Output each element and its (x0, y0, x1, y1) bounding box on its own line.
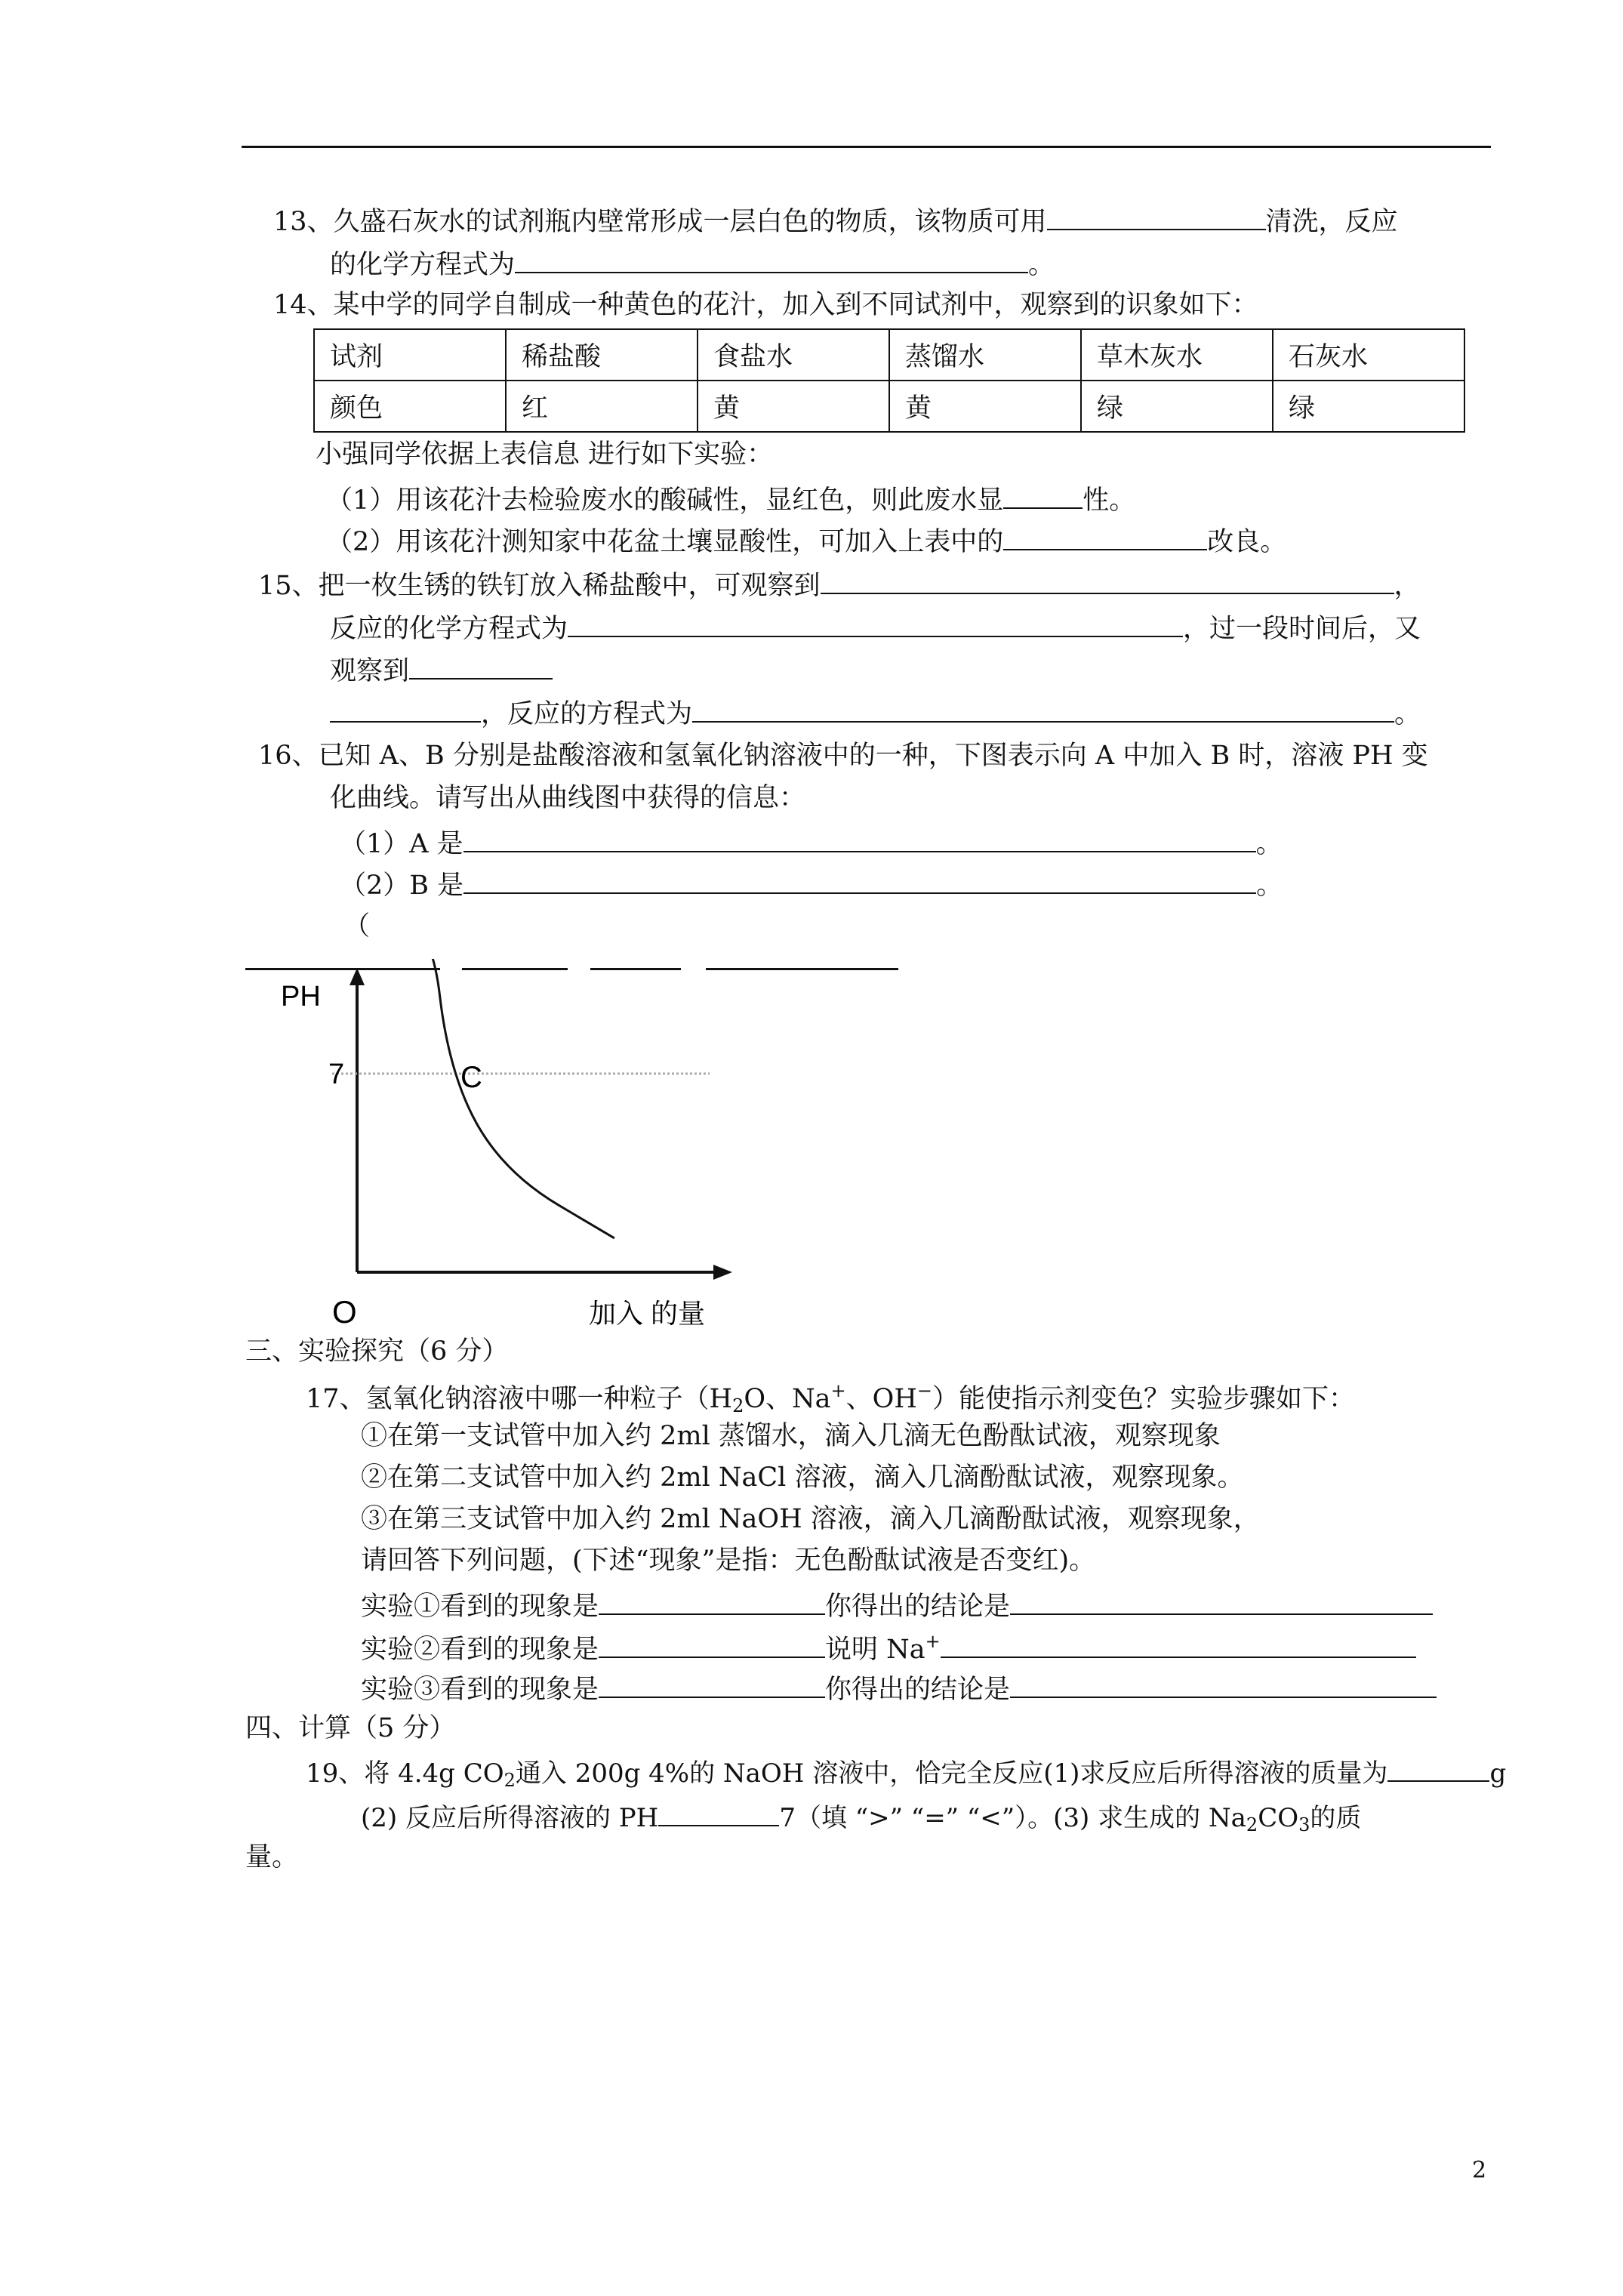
q13-line2 (330, 249, 1055, 279)
q15-line2 (330, 613, 1421, 643)
table-cell: 蒸馏水 (889, 329, 1081, 381)
table-row (314, 329, 1464, 381)
table-cell: 试剂 (314, 329, 506, 381)
exp3-blank-2[interactable] (1010, 1674, 1437, 1698)
q15-text-c: 反应的化学方程式为 (330, 614, 568, 644)
q15-text-d: ，过一段时间后，又 (1183, 614, 1421, 644)
q17-text-a: 17、氢氧化钠溶液中哪一种粒子（H (306, 1384, 733, 1414)
exp3-blank-1[interactable] (599, 1674, 825, 1698)
table-cell: 石灰水 (1273, 329, 1464, 381)
q16-sub1-text: （1）A 是 (340, 829, 463, 859)
table-cell: 黄 (698, 381, 889, 432)
q14-table (313, 328, 1465, 433)
q13-blank-1[interactable] (1047, 206, 1266, 230)
subscript-2: 2 (1246, 1814, 1258, 1835)
q16-blank-1[interactable] (463, 828, 1256, 852)
q13-line1 (273, 206, 1398, 236)
q15-blank-3[interactable] (409, 655, 553, 680)
table-cell: 食盐水 (698, 329, 889, 381)
subscript-3: 3 (1298, 1814, 1310, 1835)
exp2-text-a: 实验②看到的现象是 (361, 1635, 599, 1665)
q15-text-f: ，反应的方程式为 (481, 699, 693, 729)
q19-text-c: g (1489, 1758, 1507, 1789)
q19-text-e: 7（填 “>” “=” “<”）。(3) 求生成的 Na (779, 1803, 1246, 1833)
exp1-blank-1[interactable] (599, 1591, 825, 1615)
q15-text-g: 。 (1394, 699, 1421, 729)
table-cell: 稀盐酸 (506, 329, 698, 381)
superscript-plus: + (925, 1631, 941, 1652)
q17-text-b: O、Na (744, 1384, 831, 1414)
ph-7-label: 7 (328, 1059, 345, 1090)
exp1-text-b: 你得出的结论是 (825, 1592, 1011, 1622)
q14-intro: 14、某中学的同学自制成一种黄色的花汁，加入到不同试剂中，观察到的识象如下： (273, 290, 1258, 320)
header-rule (242, 146, 1491, 148)
q19-text-g: 的质 (1310, 1803, 1362, 1833)
q14-blank-2[interactable] (1003, 526, 1207, 550)
page-number: 2 (1472, 2157, 1487, 2184)
q15-blank-2[interactable] (568, 613, 1183, 637)
point-c-label: C (460, 1061, 482, 1094)
table-cell: 红 (506, 381, 698, 432)
table-cell: 黄 (889, 381, 1081, 432)
q19-text-a: 19、将 4.4g CO (306, 1758, 504, 1789)
q17-step1: ①在第一支试管中加入约 2ml 蒸馏水，滴入几滴无色酚酞试液，观察现象 (361, 1421, 1221, 1451)
q16-sub1 (340, 828, 1283, 858)
q17-text-c: 、OH (845, 1384, 917, 1414)
q13-text-b: 清洗，反应 (1265, 207, 1398, 237)
q19-text-f: CO (1258, 1803, 1299, 1833)
exp2-blank-1[interactable] (599, 1634, 825, 1658)
subscript-2: 2 (504, 1770, 516, 1791)
superscript-minus: − (916, 1380, 932, 1401)
q14-sub2 (326, 526, 1286, 556)
q17-exp2 (361, 1632, 1416, 1663)
table-cell: 绿 (1081, 381, 1273, 432)
exp2-text-b: 说明 Na (825, 1635, 925, 1665)
x-axis-label: 加入 的量 (589, 1298, 706, 1329)
q19-blank-2[interactable] (658, 1802, 779, 1826)
q15-text-e: 观察到 (330, 656, 410, 686)
q19-text-b: 通入 200g 4%的 NaOH 溶液中，恰完全反应(1)求反应后所得溶液的质量为 (515, 1758, 1388, 1789)
y-axis-arrow (350, 968, 365, 985)
q16-sub3: （ (343, 911, 371, 942)
table-row (314, 381, 1464, 432)
q14-text: 小强同学依据上表信息 进行如下实验： (316, 439, 774, 470)
q14-blank-1[interactable] (1003, 485, 1083, 509)
q17-line (306, 1382, 1355, 1415)
x-axis-arrow (713, 1265, 732, 1280)
q15-line4 (330, 698, 1421, 728)
subscript-2: 2 (732, 1395, 744, 1416)
q17-step2: ②在第二支试管中加入约 2ml NaCl 溶液，滴入几滴酚酞试液，观察现象。 (361, 1462, 1244, 1493)
q17-text-d: ）能使指示剂变色？实验步骤如下： (932, 1384, 1355, 1414)
q15-blank-4[interactable] (330, 698, 481, 723)
y-axis-label: PH (281, 981, 321, 1012)
q15-blank-1[interactable] (821, 570, 1394, 594)
q19-line1 (306, 1758, 1506, 1789)
exp2-blank-2[interactable] (941, 1634, 1416, 1658)
q16-sub1-end: 。 (1255, 829, 1283, 859)
q17-step3: ③在第三支试管中加入约 2ml NaOH 溶液，滴入几滴酚酞试液，观察现象， (361, 1504, 1260, 1534)
q15-text-a: 15、把一枚生锈的铁钉放入稀盐酸中，可观察到 (258, 571, 821, 601)
q14-sub1-end: 性。 (1083, 485, 1136, 516)
q14-sub1 (326, 485, 1135, 514)
table-cell: 草木灰水 (1081, 329, 1273, 381)
q13-text-c: 的化学方程式为 (330, 250, 516, 280)
table-cell: 绿 (1273, 381, 1464, 432)
q16-blank-2[interactable] (463, 870, 1256, 894)
q13-text-a: 13、久盛石灰水的试剂瓶内壁常形成一层白色的物质，该物质可用 (273, 207, 1047, 237)
q15-text-b: ， (1394, 571, 1421, 601)
q16-sub2-end: 。 (1256, 871, 1283, 901)
q14-sub2-text: （2）用该花汁测知家中花盆土壤显酸性，可加入上表中的 (326, 527, 1004, 557)
q17-note: 请回答下列问题，(下述“现象”是指：无色酚酞试液是否变红)。 (361, 1546, 1096, 1576)
q17-exp3 (361, 1674, 1437, 1703)
ph-curve (357, 959, 614, 1238)
q15-blank-5[interactable] (692, 698, 1394, 723)
exp3-text-b: 你得出的结论是 (825, 1675, 1011, 1705)
section3-heading: 三、实验探究（6 分） (245, 1336, 509, 1367)
origin-label: O (332, 1294, 357, 1329)
exp1-text-a: 实验①看到的现象是 (361, 1592, 599, 1622)
q19-line2 (361, 1802, 1361, 1834)
superscript-plus: + (830, 1380, 846, 1401)
q16-sub2-text: （2）B 是 (340, 871, 464, 901)
q16-line2: 化曲线。请写出从曲线图中获得的信息： (330, 783, 806, 813)
exp1-blank-2[interactable] (1010, 1591, 1433, 1615)
q13-blank-2[interactable] (515, 249, 1028, 273)
q19-line3: 量。 (245, 1842, 299, 1872)
q15-line3 (330, 655, 553, 685)
q16-sub2 (340, 870, 1283, 899)
q15-line1 (258, 570, 1421, 599)
section4-heading: 四、计算（5 分） (245, 1713, 456, 1743)
q14-sub1-text: （1）用该花汁去检验废水的酸碱性，显红色，则此废水显 (326, 485, 1004, 516)
table-cell: 颜色 (314, 381, 506, 432)
q19-text-d: (2) 反应后所得溶液的 PH (361, 1803, 659, 1833)
q19-blank-1[interactable] (1387, 1758, 1489, 1782)
ph-chart (272, 959, 770, 1329)
q17-exp1 (361, 1591, 1433, 1620)
exp3-text-a: 实验③看到的现象是 (361, 1675, 599, 1705)
q16-line1: 16、已知 A、B 分别是盐酸溶液和氢氧化钠溶液中的一种，下图表示向 A 中加入 B 时，溶液 PH 变 (258, 741, 1428, 771)
q14-sub2-end: 改良。 (1207, 527, 1287, 557)
q13-text-d: 。 (1028, 250, 1055, 280)
